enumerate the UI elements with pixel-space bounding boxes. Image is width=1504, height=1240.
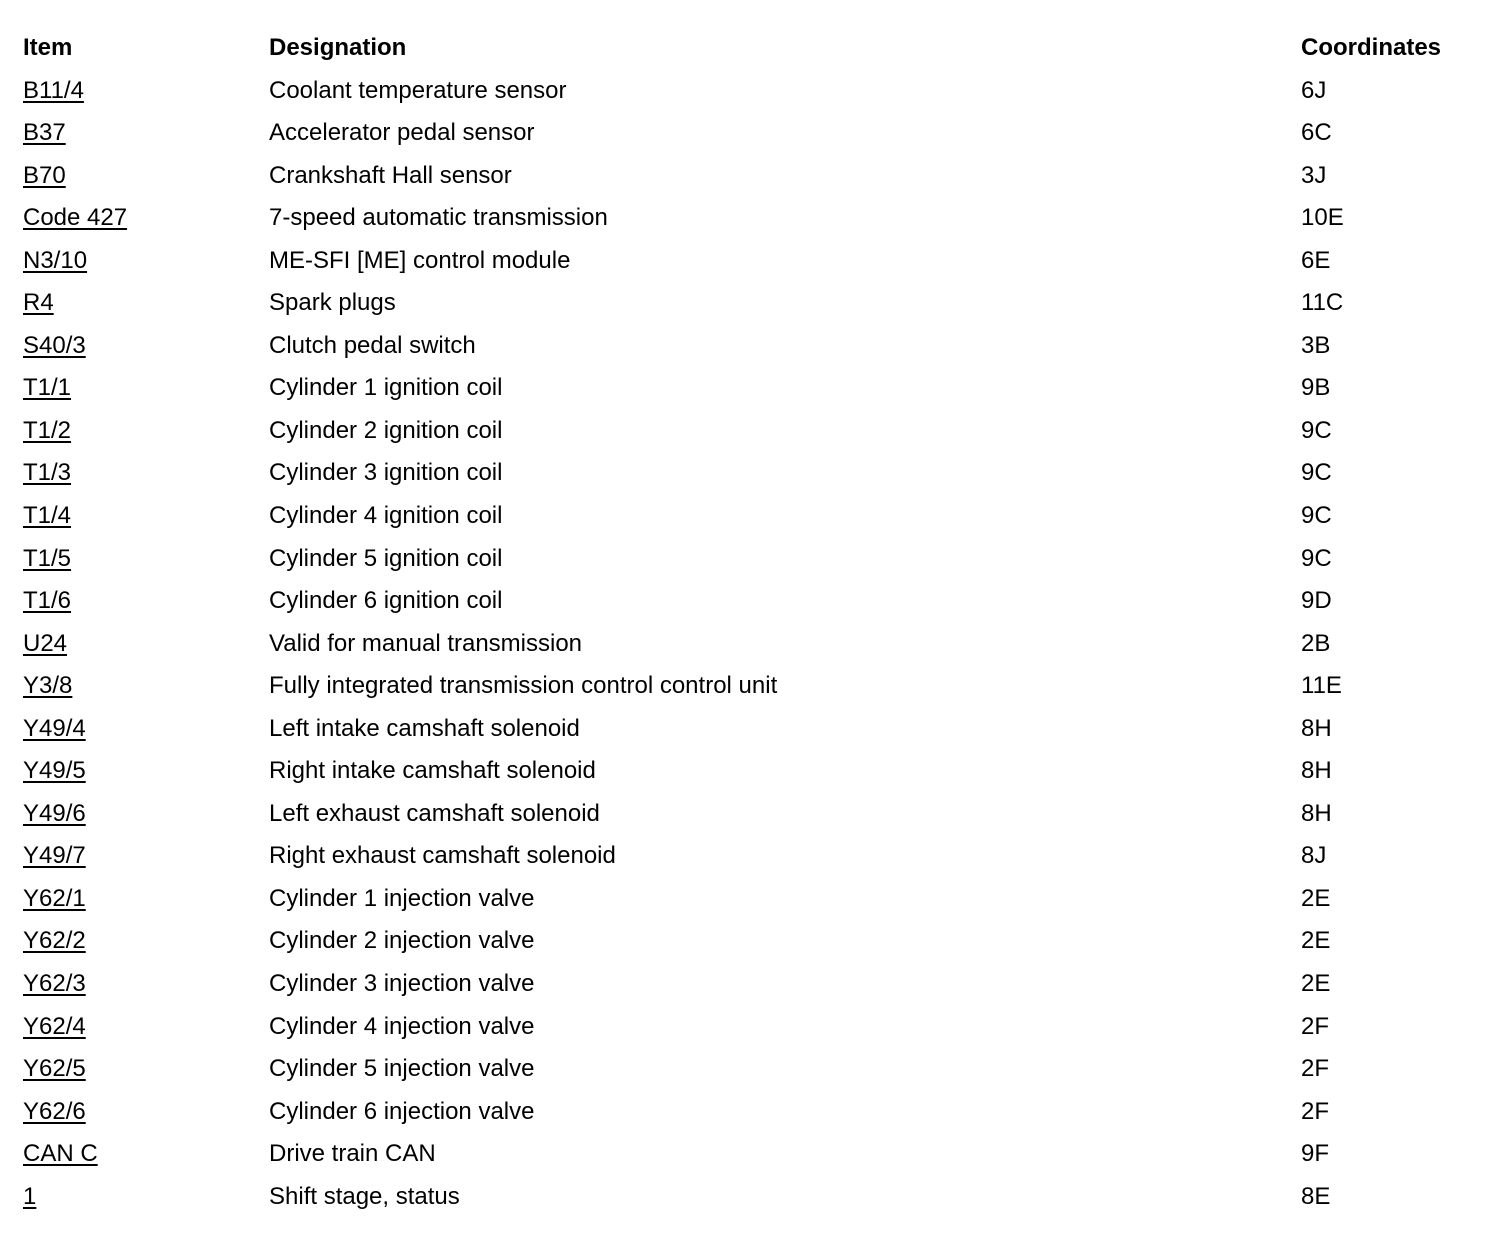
designation-text: Clutch pedal switch [269,331,476,359]
item-link[interactable]: CAN C [23,1140,98,1168]
designation-text: Right intake camshaft solenoid [269,757,596,785]
designation-text: Crankshaft Hall sensor [269,161,512,189]
item-link[interactable]: Code 427 [23,204,128,232]
table-row [23,878,1463,921]
coordinates-text: 8E [1301,1182,1331,1210]
coordinates-text: 8H [1301,799,1332,827]
table-row [23,197,1463,240]
item-link[interactable]: N3/10 [23,246,88,274]
coordinates-text: 9D [1301,587,1332,615]
coordinates-text: 6C [1301,119,1332,147]
coordinates-text: 6E [1301,246,1331,274]
coordinates-text: 2B [1301,629,1331,657]
component-legend-table [23,27,1463,1218]
item-link[interactable]: Y3/8 [23,672,73,700]
table-row [23,1176,1463,1219]
coordinates-text: 9C [1301,459,1332,487]
table-row [23,495,1463,538]
designation-text: Coolant temperature sensor [269,76,567,104]
coordinates-text: 2E [1301,927,1331,955]
coordinates-text: 2F [1301,1097,1330,1125]
table-row [23,1133,1463,1176]
table-row [23,665,1463,708]
table-row [23,112,1463,155]
item-link[interactable]: Y62/5 [23,1055,86,1083]
item-link[interactable]: Y62/3 [23,970,86,998]
coordinates-text: 11E [1301,672,1342,700]
designation-text: Cylinder 1 ignition coil [269,374,503,402]
item-link[interactable]: Y62/2 [23,927,86,955]
item-link[interactable]: Y62/1 [23,884,86,912]
table-row [23,452,1463,495]
designation-text: Valid for manual transmission [269,629,583,657]
designation-text: Cylinder 3 injection valve [269,970,535,998]
item-link[interactable]: B70 [23,161,66,189]
coordinates-text: 3B [1301,331,1331,359]
header-coordinates: Coordinates [1301,34,1442,61]
designation-text: Cylinder 1 injection valve [269,884,535,912]
designation-text: Cylinder 6 injection valve [269,1097,535,1125]
designation-text: Cylinder 5 injection valve [269,1055,535,1083]
table-header [23,27,1463,70]
item-link[interactable]: T1/5 [23,544,72,572]
item-link[interactable]: T1/3 [23,459,72,487]
item-link[interactable]: Y49/7 [23,842,86,870]
coordinates-text: 9B [1301,374,1331,402]
designation-text: Cylinder 3 ignition coil [269,459,503,487]
designation-text: Left intake camshaft solenoid [269,714,580,742]
item-link[interactable]: R4 [23,289,54,317]
coordinates-text: 8J [1301,842,1327,870]
item-link[interactable]: 1 [23,1182,37,1210]
header-item: Item [23,34,73,61]
coordinates-text: 9C [1301,416,1332,444]
table-row [23,410,1463,453]
table-row [23,920,1463,963]
table-row [23,367,1463,410]
item-link[interactable]: T1/6 [23,587,72,615]
designation-text: Cylinder 4 injection valve [269,1012,535,1040]
coordinates-text: 2E [1301,884,1331,912]
designation-text: 7-speed automatic transmission [269,204,608,232]
coordinates-text: 11C [1301,289,1344,317]
header-designation: Designation [269,34,407,61]
coordinates-text: 8H [1301,714,1332,742]
table-row [23,70,1463,113]
coordinates-text: 6J [1301,76,1327,104]
designation-text: ME-SFI [ME] control module [269,246,571,274]
coordinates-text: 2F [1301,1012,1330,1040]
table-row [23,835,1463,878]
table-row [23,1006,1463,1049]
coordinates-text: 9C [1301,544,1332,572]
designation-text: Cylinder 2 injection valve [269,927,535,955]
coordinates-text: 3J [1301,161,1327,189]
table-row [23,708,1463,751]
table-body [23,70,1463,1219]
item-link[interactable]: T1/1 [23,374,72,402]
item-link[interactable]: T1/2 [23,416,72,444]
table-row [23,793,1463,836]
coordinates-text: 9C [1301,502,1332,530]
item-link[interactable]: T1/4 [23,502,72,530]
table-row [23,1048,1463,1091]
item-link[interactable]: Y62/4 [23,1012,86,1040]
coordinates-text: 2F [1301,1055,1330,1083]
designation-text: Spark plugs [269,289,396,317]
table-row [23,282,1463,325]
coordinates-text: 9F [1301,1140,1330,1168]
table-row [23,750,1463,793]
designation-text: Cylinder 5 ignition coil [269,544,503,572]
coordinates-text: 8H [1301,757,1332,785]
table-row [23,538,1463,581]
coordinates-text: 10E [1301,204,1344,232]
item-link[interactable]: Y62/6 [23,1097,86,1125]
designation-text: Left exhaust camshaft solenoid [269,799,600,827]
item-link[interactable]: Y49/4 [23,714,86,742]
designation-text: Right exhaust camshaft solenoid [269,842,616,870]
item-link[interactable]: Y49/6 [23,799,86,827]
table-row [23,580,1463,623]
item-link[interactable]: B11/4 [23,76,84,104]
designation-text: Cylinder 4 ignition coil [269,502,503,530]
table-row [23,155,1463,198]
designation-text: Cylinder 6 ignition coil [269,587,503,615]
table-row [23,1091,1463,1134]
item-link[interactable]: B37 [23,119,66,147]
coordinates-text: 2E [1301,970,1331,998]
designation-text: Cylinder 2 ignition coil [269,416,503,444]
designation-text: Fully integrated transmission control control unit [269,672,778,700]
table-row [23,240,1463,283]
item-link[interactable]: U24 [23,629,68,657]
table-row [23,963,1463,1006]
designation-text: Accelerator pedal sensor [269,119,535,147]
item-link[interactable]: Y49/5 [23,757,86,785]
designation-text: Drive train CAN [269,1140,436,1168]
table-row [23,623,1463,666]
table-row [23,325,1463,368]
item-link[interactable]: S40/3 [23,331,86,359]
designation-text: Shift stage, status [269,1182,460,1210]
